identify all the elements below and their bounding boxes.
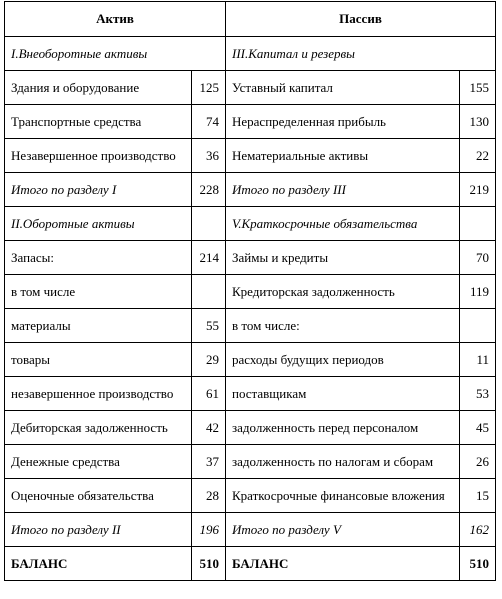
liability-value xyxy=(460,207,496,241)
asset-value xyxy=(192,275,226,309)
asset-label: в том числе xyxy=(5,275,192,309)
table-row xyxy=(5,275,496,309)
liability-value: 119 xyxy=(460,275,496,309)
liability-value: 70 xyxy=(460,241,496,275)
liability-label: Кредиторская задолженность xyxy=(226,275,460,309)
assets-section-heading: II.Оборотные активы xyxy=(5,207,192,241)
liabilities-section-heading: III.Капитал и резервы xyxy=(226,37,496,71)
asset-subtotal-value: 196 xyxy=(192,513,226,547)
header-row xyxy=(5,2,496,37)
liability-label: расходы будущих периодов xyxy=(226,343,460,377)
asset-value: 55 xyxy=(192,309,226,343)
liability-label: Нераспределенная прибыль xyxy=(226,105,460,139)
assets-section-heading: I.Внеоборотные активы xyxy=(5,37,226,71)
asset-label: Незавершенное производство xyxy=(5,139,192,173)
liability-subtotal-value: 162 xyxy=(460,513,496,547)
table-row xyxy=(5,445,496,479)
liability-subtotal-label: Итого по разделу III xyxy=(226,173,460,207)
liability-label: Уставный капитал xyxy=(226,71,460,105)
asset-label: Денежные средства xyxy=(5,445,192,479)
asset-label: Здания и оборудование xyxy=(5,71,192,105)
liability-value: 130 xyxy=(460,105,496,139)
liability-value: 155 xyxy=(460,71,496,105)
table-row xyxy=(5,37,496,71)
liability-value: 45 xyxy=(460,411,496,445)
asset-subtotal-value: 228 xyxy=(192,173,226,207)
table-row xyxy=(5,343,496,377)
liabilities-section-heading: V.Краткосрочные обязательства xyxy=(226,207,460,241)
liability-label: задолженность перед персоналом xyxy=(226,411,460,445)
asset-value: 28 xyxy=(192,479,226,513)
table-row xyxy=(5,309,496,343)
table-row xyxy=(5,377,496,411)
balance-total-row xyxy=(5,547,496,581)
asset-label: Дебиторская задолженность xyxy=(5,411,192,445)
table-row xyxy=(5,479,496,513)
asset-value: 42 xyxy=(192,411,226,445)
asset-value xyxy=(192,207,226,241)
asset-label: Оценочные обязательства xyxy=(5,479,192,513)
liability-value: 11 xyxy=(460,343,496,377)
liability-subtotal-value: 219 xyxy=(460,173,496,207)
asset-value: 37 xyxy=(192,445,226,479)
table-row xyxy=(5,105,496,139)
asset-total-label: БАЛАНС xyxy=(5,547,192,581)
liabilities-header: Пассив xyxy=(226,2,496,37)
asset-total-value: 510 xyxy=(192,547,226,581)
table-row xyxy=(5,207,496,241)
table-row xyxy=(5,241,496,275)
asset-value: 74 xyxy=(192,105,226,139)
liability-label: задолженность по налогам и сборам xyxy=(226,445,460,479)
table-row xyxy=(5,71,496,105)
asset-label: Транспортные средства xyxy=(5,105,192,139)
asset-label: товары xyxy=(5,343,192,377)
asset-label: незавершенное производство xyxy=(5,377,192,411)
liability-value: 15 xyxy=(460,479,496,513)
asset-value: 214 xyxy=(192,241,226,275)
asset-subtotal-label: Итого по разделу II xyxy=(5,513,192,547)
liability-label: Займы и кредиты xyxy=(226,241,460,275)
asset-value: 125 xyxy=(192,71,226,105)
table-row xyxy=(5,139,496,173)
liability-total-label: БАЛАНС xyxy=(226,547,460,581)
asset-value: 61 xyxy=(192,377,226,411)
liability-total-value: 510 xyxy=(460,547,496,581)
liability-value: 22 xyxy=(460,139,496,173)
liability-value xyxy=(460,309,496,343)
asset-value: 29 xyxy=(192,343,226,377)
liability-label: Нематериальные активы xyxy=(226,139,460,173)
assets-header: Актив xyxy=(5,2,226,37)
asset-subtotal-label: Итого по разделу I xyxy=(5,173,192,207)
asset-label: Запасы: xyxy=(5,241,192,275)
balance-sheet-table xyxy=(4,1,496,581)
liability-label: в том числе: xyxy=(226,309,460,343)
asset-value: 36 xyxy=(192,139,226,173)
table-row xyxy=(5,513,496,547)
liability-subtotal-label: Итого по разделу V xyxy=(226,513,460,547)
liability-label: поставщикам xyxy=(226,377,460,411)
liability-value: 53 xyxy=(460,377,496,411)
liability-label: Краткосрочные финансовые вложения xyxy=(226,479,460,513)
table-row xyxy=(5,173,496,207)
table-row xyxy=(5,411,496,445)
liability-value: 26 xyxy=(460,445,496,479)
asset-label: материалы xyxy=(5,309,192,343)
